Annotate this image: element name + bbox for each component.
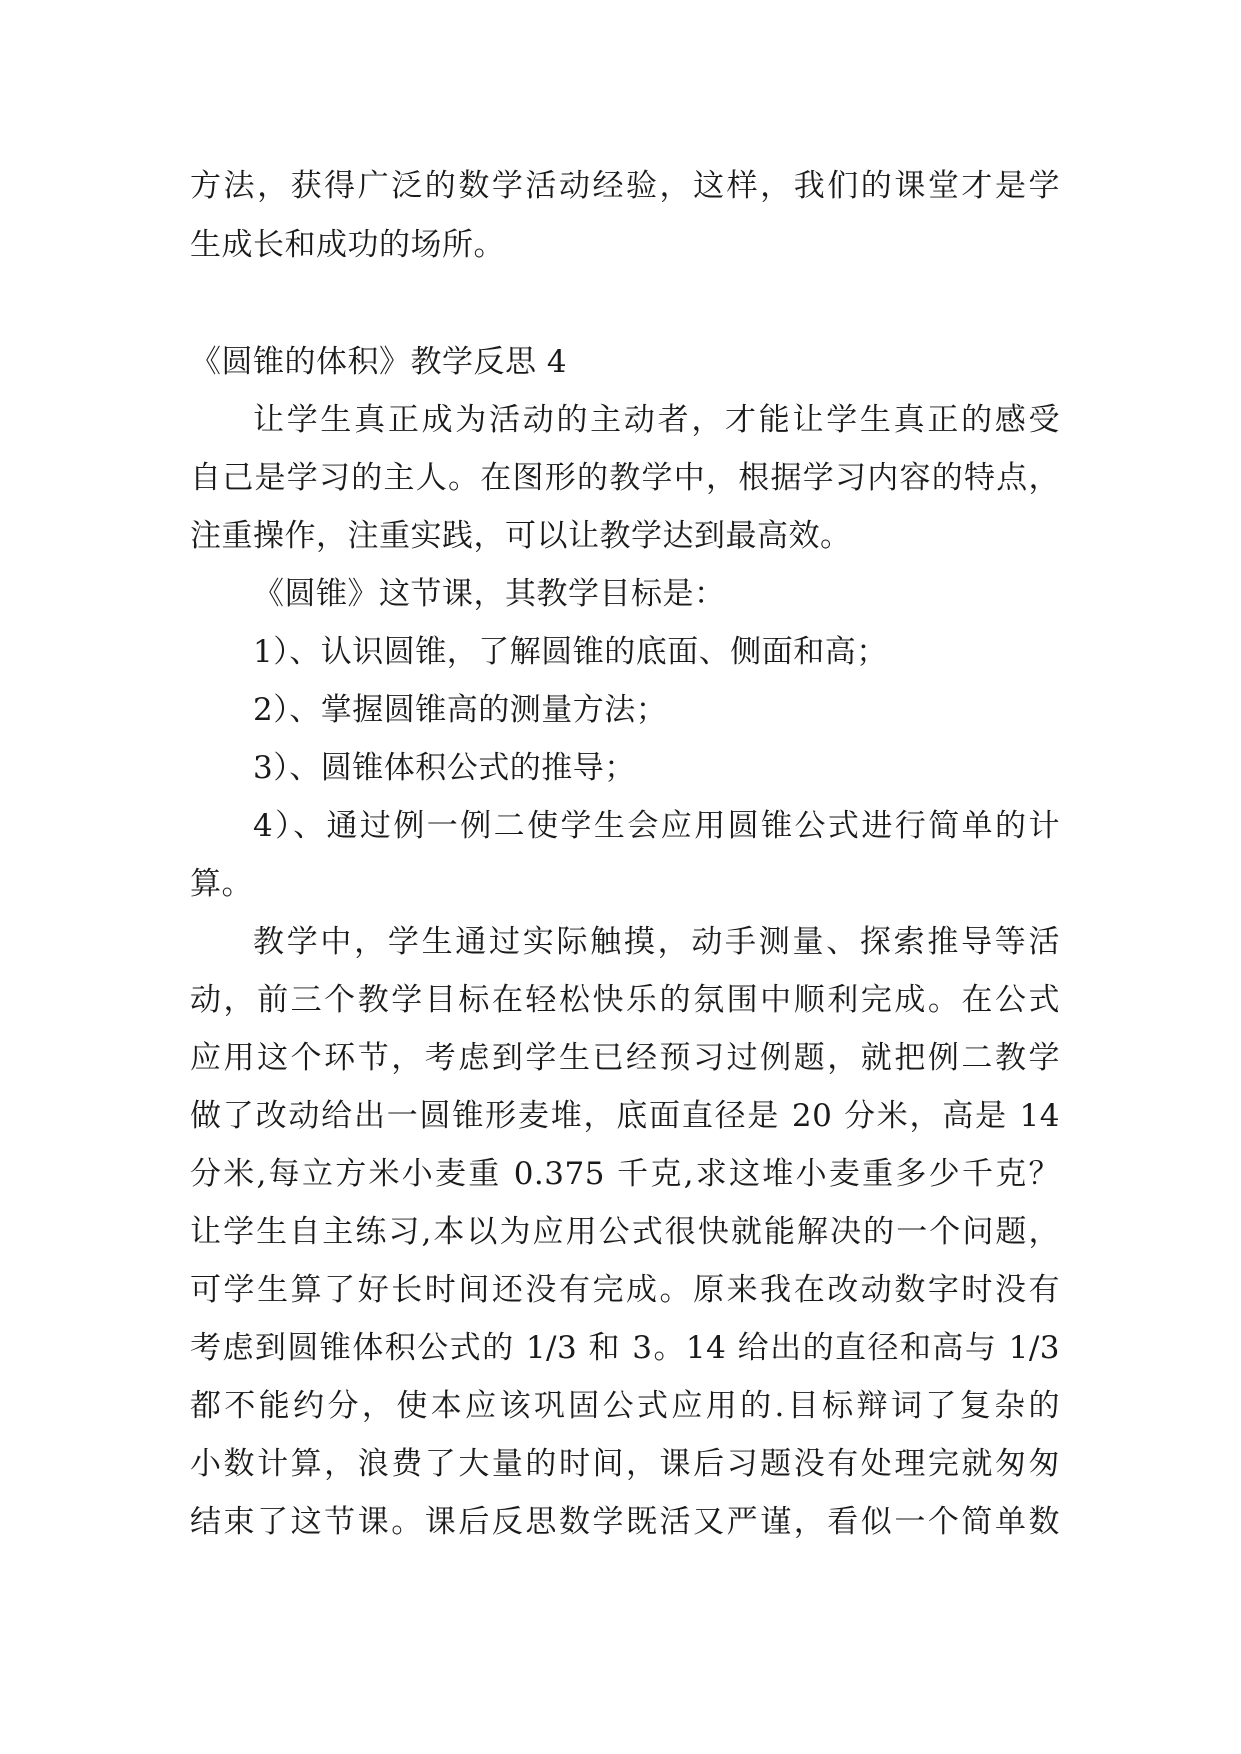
section-heading: 《圆锥的体积》教学反思 4	[190, 344, 568, 380]
objective-1: 1）、认识圆锥，了解圆锥的底面、侧面和高；	[253, 634, 888, 670]
objective-4-continuation: 算。	[190, 866, 253, 902]
paragraph2-line-4: 做了改动给出一圆锥形麦堆，底面直径是 20 分米，高是 14	[190, 1098, 1060, 1134]
paragraph1-line-2: 自己是学习的主人。在图形的教学中，根据学习内容的特点，	[190, 460, 1060, 496]
paragraph2-line-6: 让学生自主练习,本以为应用公式很快就能解决的一个问题，	[190, 1214, 1060, 1250]
intro-paragraph-line-2: 生成长和成功的场所。	[190, 227, 505, 263]
objective-2: 2）、掌握圆锥高的测量方法；	[253, 692, 668, 728]
paragraph2-line-5: 分米,每立方米小麦重 0.375 千克,求这堆小麦重多少千克？	[190, 1156, 1060, 1192]
intro-paragraph-line-1: 方法，获得广泛的数学活动经验，这样，我们的课堂才是学	[190, 168, 1060, 204]
paragraph2-line-3: 应用这个环节，考虑到学生已经预习过例题，就把例二教学	[190, 1040, 1060, 1076]
objectives-intro: 《圆锥》这节课，其教学目标是：	[253, 576, 726, 612]
paragraph2-line-7: 可学生算了好长时间还没有完成。原来我在改动数字时没有	[190, 1272, 1060, 1308]
paragraph2-line-11: 结束了这节课。课后反思数学既活又严谨，看似一个简单数	[190, 1504, 1060, 1540]
objective-3: 3）、圆锥体积公式的推导；	[253, 750, 636, 786]
objective-4: 4）、通过例一例二使学生会应用圆锥公式进行简单的计	[253, 808, 1060, 844]
paragraph1-line-1: 让学生真正成为活动的主动者，才能让学生真正的感受	[253, 402, 1060, 438]
paragraph2-line-8: 考虑到圆锥体积公式的 1/3 和 3。14 给出的直径和高与 1/3	[190, 1330, 1060, 1366]
paragraph1-line-3: 注重操作，注重实践，可以让教学达到最高效。	[190, 518, 852, 554]
paragraph2-line-9: 都不能约分，使本应该巩固公式应用的.目标辩词了复杂的	[190, 1388, 1060, 1424]
paragraph2-line-2: 动，前三个教学目标在轻松快乐的氛围中顺利完成。在公式	[190, 982, 1060, 1018]
paragraph2-line-1: 教学中，学生通过实际触摸，动手测量、探索推导等活	[253, 924, 1060, 960]
paragraph2-line-10: 小数计算，浪费了大量的时间，课后习题没有处理完就匆匆	[190, 1446, 1060, 1482]
